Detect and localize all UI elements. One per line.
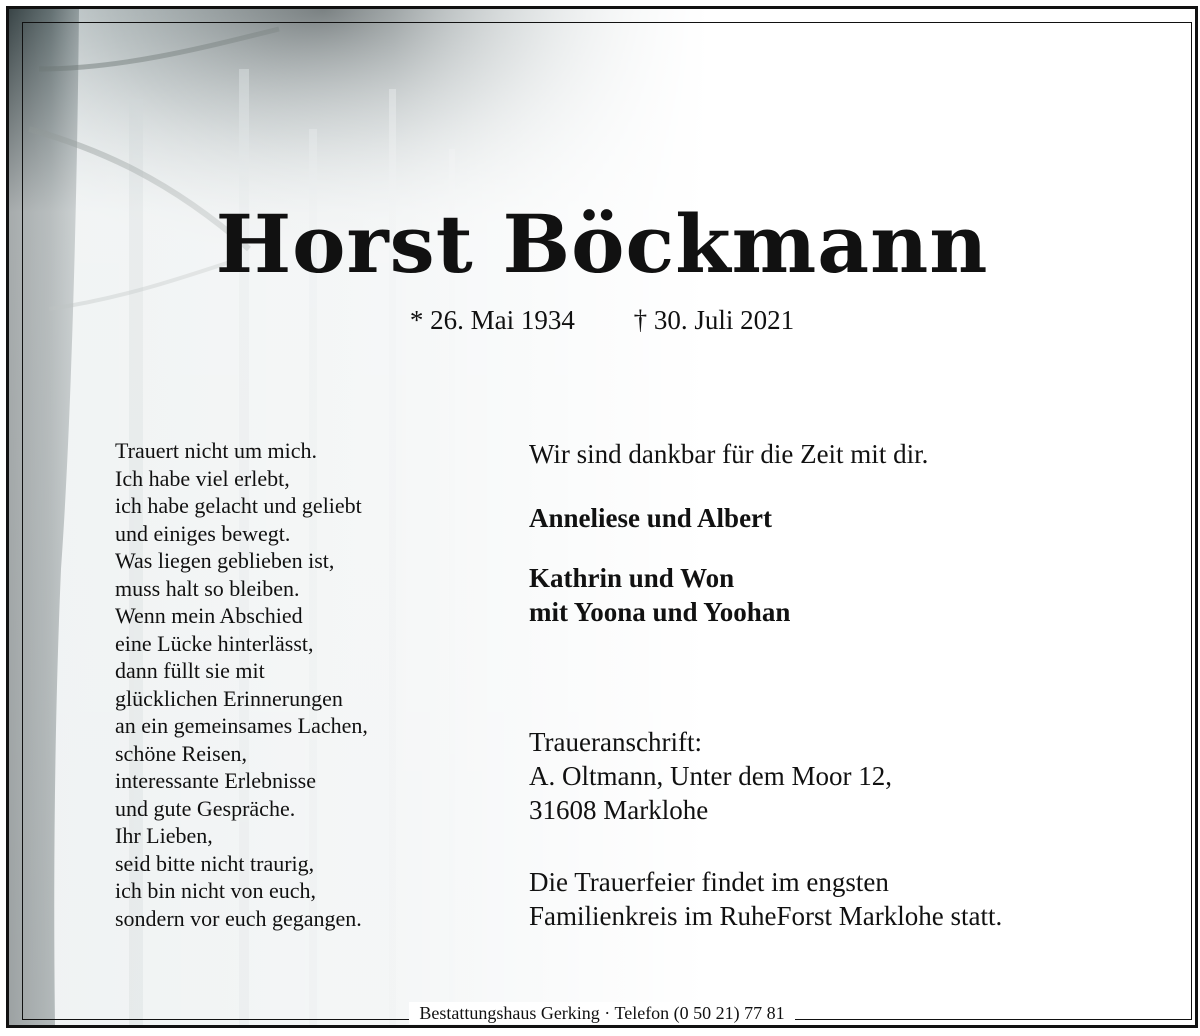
ceremony-line: Die Trauerfeier findet im engsten (529, 867, 889, 897)
death-date: † 30. Juli 2021 (633, 305, 795, 335)
ceremony-notice (529, 865, 1002, 933)
address-line: A. Oltmann, Unter dem Moor 12, (529, 761, 892, 791)
poem-line: Was liegen geblieben ist, (115, 548, 335, 573)
address-label: Traueranschrift: (529, 727, 702, 757)
family-names-2-line: mit Yoona und Yoohan (529, 597, 791, 627)
poem-line: seid bitte nicht traurig, (115, 850, 315, 876)
ceremony-line: Familienkreis im RuheForst Marklohe statt. (529, 901, 1003, 931)
poem-line: muss halt so bleiben. (115, 575, 300, 601)
mourning-address (529, 725, 892, 827)
poem (115, 437, 535, 932)
poem-line: an ein gemeinsames Lachen, (115, 713, 368, 738)
poem-line: Ich habe viel erlebt, (115, 465, 290, 491)
poem-line: Ihr Lieben, (115, 823, 213, 848)
thanks-line: Wir sind dankbar für die Zeit mit dir. (529, 439, 929, 469)
deceased-name: Horst Böckmann (215, 197, 989, 291)
birth-date: * 26. Mai 1934 (409, 305, 575, 335)
funeral-home-contact: Bestattungshaus Gerking · Telefon (0 50 21) 77 81 (409, 1002, 794, 1024)
poem-line: Trauert nicht um mich. (115, 438, 318, 463)
poem-line: interessante Erlebnisse (115, 768, 316, 793)
poem-line: ich habe gelacht und geliebt (115, 493, 362, 518)
obituary-frame (6, 6, 1198, 1028)
address-line: 31608 Marklohe (529, 795, 709, 825)
poem-line: dann füllt sie mit (115, 658, 265, 683)
poem-line: schöne Reisen, (115, 740, 247, 766)
poem-line: und einiges bewegt. (115, 520, 291, 546)
family-names-1: Anneliese und Albert (529, 503, 773, 533)
footer (9, 1002, 1195, 1024)
poem-line: Wenn mein Abschied (115, 603, 303, 628)
life-dates (9, 305, 1195, 336)
poem-line: und gute Gespräche. (115, 795, 296, 821)
poem-line: glücklichen Erinnerungen (115, 685, 343, 711)
family-names-2-line: Kathrin und Won (529, 563, 735, 593)
poem-line: ich bin nicht von euch, (115, 878, 317, 903)
poem-line: sondern vor euch gegangen. (115, 905, 362, 931)
obituary-content (9, 9, 1195, 1025)
family-names-2 (529, 561, 790, 629)
poem-line: eine Lücke hinterlässt, (115, 630, 314, 656)
